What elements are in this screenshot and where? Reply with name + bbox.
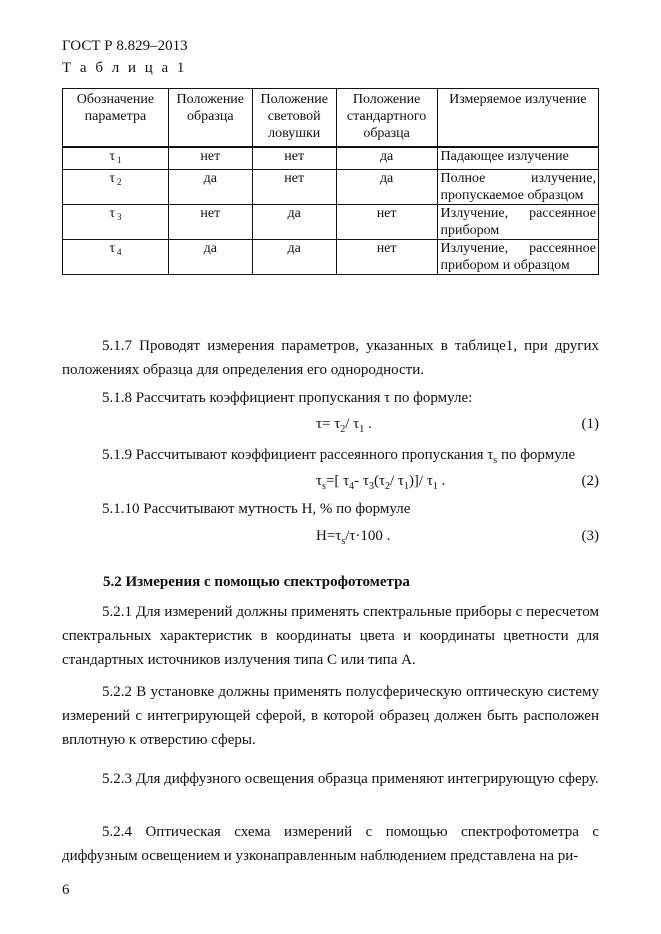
header-standard-position: Положение стандартного образца <box>336 89 437 148</box>
trap-cell: да <box>252 205 336 240</box>
formula-3-number: (3) <box>581 528 599 544</box>
paragraph-5-1-8: 5.1.8 Рассчитать коэффициент пропускания τ по формуле: <box>102 390 473 406</box>
param-cell: τ $_3$ <box>63 205 169 240</box>
radiation-cell: Полное излучение, пропускаемое образцом <box>437 170 598 205</box>
paragraph-5-1-10: 5.1.10 Рассчитывают мутность Н, % по формуле <box>102 501 411 517</box>
paragraph-5-1-7: 5.1.7 Проводят измерения параметров, указанных в таблице1, при других положениях образца для определения его однородности. <box>62 338 599 378</box>
standard-cell: нет <box>336 205 437 240</box>
formula-3: $Н=\tau_s/\tau\cdot 100$ . <box>316 528 391 547</box>
standard-cell: да <box>336 147 437 170</box>
section-heading-5-2: 5.2 Измерения с помощью спектрофотометра <box>103 574 410 590</box>
table-row <box>63 205 599 240</box>
paragraph-5-2-2: 5.2.2 В установке должны применять полусферическую оптическую систему измерений с интегрирующей сферой, в которой образец должен быть расположен вплотную к отверстию сферы. <box>62 684 599 748</box>
table-caption: Т а б л и ц а 1 <box>62 60 187 76</box>
param-cell: τ $_4$ <box>63 240 169 275</box>
param-cell: τ $_1$ <box>63 147 169 170</box>
trap-cell: нет <box>252 170 336 205</box>
formula-2: $\tau_s=$[ $\tau_4-$ $\tau_3(\tau_2/$ $\tau_1)]/$ $\tau_1$ . <box>316 473 446 492</box>
paragraph-5-2-4: 5.2.4 Оптическая схема измерений с помощью спектрофотометра с диффузным освещением и узконаправленным наблюдением представлена на ри- <box>62 824 599 864</box>
radiation-cell: Излучение, рассеянное прибором и образцом <box>437 240 598 275</box>
formula-1-number: (1) <box>581 416 599 432</box>
trap-cell: нет <box>252 147 336 170</box>
table-header-row <box>63 89 599 148</box>
paragraph-5-2-3: 5.2.3 Для диффузного освещения образца применяют интегрирующую сферу. <box>102 771 599 787</box>
header-trap-position: Положение световой ловушки <box>252 89 336 148</box>
table-row <box>63 240 599 275</box>
standard-cell: да <box>336 170 437 205</box>
formula-2-number: (2) <box>581 473 599 489</box>
sample-cell: нет <box>168 147 252 170</box>
sample-cell: да <box>168 170 252 205</box>
paragraph-5-2-1: 5.2.1 Для измерений должны применять спектральные приборы с пересчетом спектральных характеристик в координаты цвета и координаты цветности для стандартных источников излучения типа С или типа А. <box>62 604 599 668</box>
trap-cell: да <box>252 240 336 275</box>
table-row <box>63 147 599 170</box>
header-sample-position: Положение образца <box>168 89 252 148</box>
standard-cell: нет <box>336 240 437 275</box>
param-cell: τ $_2$ <box>63 170 169 205</box>
table-row <box>63 170 599 205</box>
parameters-table <box>62 88 599 275</box>
formula-1: $\tau= \tau_2/$ $\tau_1$ . <box>316 416 372 435</box>
page-number: 6 <box>62 882 70 898</box>
header-measured-radiation: Измеряемое излучение <box>437 89 598 148</box>
header-parameter: Обозначение параметра <box>63 89 169 148</box>
sample-cell: нет <box>168 205 252 240</box>
radiation-cell: Излучение, рассеянное прибором <box>437 205 598 240</box>
paragraph-5-1-9: 5.1.9 Рассчитывают коэффициент рассеянного пропускания $\tau_s$ по формуле <box>102 447 576 466</box>
radiation-cell: Падающее излучение <box>437 147 598 170</box>
document-code: ГОСТ Р 8.829–2013 <box>62 38 188 54</box>
sample-cell: да <box>168 240 252 275</box>
